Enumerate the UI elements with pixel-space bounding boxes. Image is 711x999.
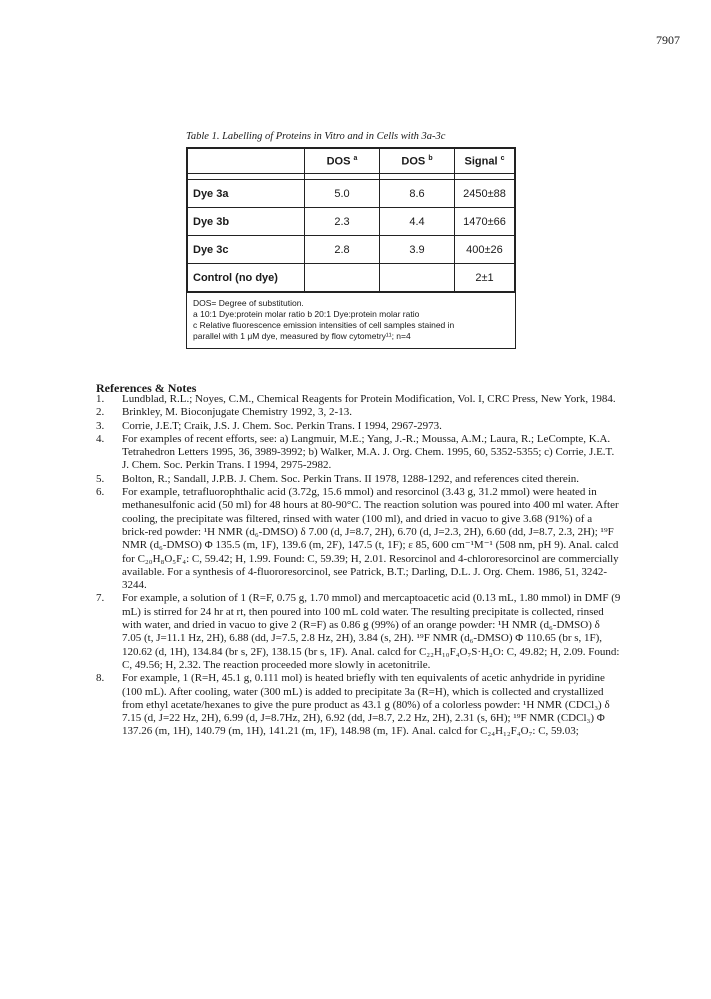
- reference-item: [96, 672, 621, 738]
- table-note: parallel with 1 μM dye, measured by flow cytometry¹¹; n=4: [193, 331, 411, 341]
- table-row: [188, 208, 515, 236]
- reference-text: For example, a solution of 1 (R=F, 0.75 g, 1.70 mmol) and mercaptoacetic acid (0.13 mL, 1.80 mmol) in DMF (9 mL) is stirred for 24 hr at rt, then poured into 100 mL cold water. The resulting precipitate is collected, rinsed with water, and dried in vacuo to give 2 (R=F) as 0.86 g (99%) of an orange powder: ¹H NMR (d₆-DMSO) δ 7.05 (t, J=11.1 Hz, 2H), 6.88 (dd, J=7.5, 2.8 Hz, 2H), 3.84 (s, 2H). ¹⁹F NMR (d₆-DMSO) Φ 110.65 (br s, 1F), 120.62 (d, 1H), 134.84 (br s, 2F), 138.15 (br s, 1F). Anal. calcd for C₂₂H₁₀F₄O₇S·H₂O: C, 49.82; H, 2.09. Found: C, 49.56; H, 2.32. The reaction proceeded more slowly in acetonitrile.: [122, 592, 621, 671]
- reference-item: [96, 420, 621, 433]
- table-caption: Table 1. Labelling of Proteins in Vitro and in Cells with 3a-3c: [186, 131, 446, 142]
- references-heading: References & Notes: [96, 381, 197, 395]
- reference-number: 2.: [96, 406, 105, 419]
- table-note: c Relative fluorescence emission intensities of cell samples stained in: [193, 320, 455, 330]
- table-notes: [187, 292, 515, 348]
- reference-text: Brinkley, M. Bioconjugate Chemistry 1992, 3, 2-13.: [122, 406, 352, 419]
- table-cell: 4.4: [380, 208, 455, 236]
- table-cell: 400±26: [455, 236, 515, 264]
- reference-number: 3.: [96, 419, 105, 432]
- table-header-row: [188, 149, 515, 174]
- footnote-mark: a: [353, 154, 358, 162]
- header-cell: DOS $^a$: [305, 149, 380, 174]
- reference-item: [96, 592, 621, 672]
- table-note: DOS= Degree of substitution.: [193, 298, 304, 308]
- table-cell: 3.9: [380, 236, 455, 264]
- reference-text: Bolton, R.; Sandall, J.P.B. J. Chem. Soc. Perkin Trans. II 1978, 1288-1292, and references cited therein.: [122, 472, 580, 485]
- table-note: a 10:1 Dye:protein molar ratio b 20:1 Dye:protein molar ratio: [193, 309, 420, 319]
- reference-number: 4.: [96, 432, 105, 445]
- reference-item: [96, 393, 621, 406]
- reference-text: For examples of recent efforts, see: a) Langmuir, M.E.; Yang, J.-R.; Moussa, A.M.; Laura, R.; LeCompte, K.A. Tetrahedron Letters 1995, 36, 3989-3992; b) Walker, M.A. J. Org. Chem. 1995, 60, 5352-5355; c) Corrie, J.E.T. J. Chem. Soc. Perkin Trans. I 1994, 2975-2982.: [122, 432, 615, 472]
- data-table: [187, 148, 515, 292]
- references-list: [96, 393, 621, 739]
- table-cell: [305, 264, 380, 292]
- reference-number: 7.: [96, 592, 105, 605]
- table-cell: Dye 3a: [188, 180, 305, 208]
- table-cell: Dye 3b: [188, 208, 305, 236]
- table-box: [186, 147, 516, 349]
- footnote-mark: c: [500, 154, 505, 162]
- table-cell: [380, 264, 455, 292]
- table-cell: 5.0: [305, 180, 380, 208]
- table-row: [188, 264, 515, 292]
- page-number: 7907: [656, 33, 680, 47]
- reference-text: Corrie, J.E.T; Craik, J.S. J. Chem. Soc. Perkin Trans. I 1994, 2967-2973.: [122, 419, 442, 432]
- header-cell: [188, 149, 305, 174]
- reference-text: For example, tetrafluorophthalic acid (3.72g, 15.6 mmol) and resorcinol (3.43 g, 31.2 mmol) were heated in methanesulfonic acid (50 ml) for 48 hours at 80-90°C. The reaction solution was poured into 400 ml water. After cooling, the precipitate was filtered, rinsed with water (100 ml), and dried in vacuo to give 3.68 (91%) of a brick-red powder: ¹H NMR (d₆-DMSO) δ 7.00 (d, J=8.7, 2H), 6.70 (d, J=2.3, 2H), 6.60 (dd, J=8.7, 2.3, 2H); ¹⁹F NMR (d₆-DMSO) Φ 135.5 (m, 1F), 139.6 (m, 2F), 147.5 (t, 1F); ε 85, 600 cm⁻¹M⁻¹ (508 nm, pH 9). Anal. calcd for C₂₀H₈O₅F₄: C, 59.42; H, 1.99. Found: C, 59.39; H, 2.01. Resorcinol and 4-chlororesorcinol are commercially available. For a synthesis of 4-fluororesorcinol, see Patrick, B.T.; Darling, D.L. J. Org. Chem. 1986, 51, 3242-3244.: [122, 486, 619, 592]
- table-cell: Dye 3c: [188, 236, 305, 264]
- table-row: [188, 180, 515, 208]
- table-cell: 8.6: [380, 180, 455, 208]
- table-cell: 2.3: [305, 208, 380, 236]
- table-cell: Control (no dye): [188, 264, 305, 292]
- table-row: [188, 236, 515, 264]
- reference-item: [96, 486, 621, 592]
- reference-number: 8.: [96, 672, 105, 685]
- header-cell: DOS $^b$: [380, 149, 455, 174]
- header-cell: Signal $^c$: [455, 149, 515, 174]
- reference-number: 1.: [96, 393, 105, 405]
- reference-item: [96, 433, 621, 473]
- table-cell: 1470±66: [455, 208, 515, 236]
- reference-item: [96, 473, 621, 486]
- reference-text: Lundblad, R.L.; Noyes, C.M., Chemical Reagents for Protein Modification, Vol. I, CRC Press, New York, 1984.: [122, 393, 616, 405]
- table-cell: 2±1: [455, 264, 515, 292]
- table-cell: 2.8: [305, 236, 380, 264]
- footnote-mark: b: [428, 154, 433, 162]
- table-cell: 2450±88: [455, 180, 515, 208]
- reference-text: For example, 1 (R=H, 45.1 g, 0.111 mol) is heated briefly with ten equivalents of acetic anhydride in pyridine (100 mL). After cooling, water (300 mL) is added to precipitate 3a (R=H), which is collected and crystallized from ethyl acetate/hexanes to give the pure product as 43.1 g (80%) of a colorless powder: ¹H NMR (CDCl₃) δ 7.15 (d, J=22 Hz, 2H), 6.99 (d, J=8.7Hz, 2H), 6.92 (dd, J=8.7, 2.2 Hz, 2H), 2.31 (s, 6H); ¹⁹F NMR (CDCl₃) Φ 137.26 (m, 1H), 140.79 (m, 1H), 141.21 (m, 1F), 148.98 (m, 1F). Anal. calcd for C₂₄H₁₂F₄O₇: C, 59.03;: [122, 672, 610, 738]
- reference-item: [96, 406, 621, 419]
- reference-number: 6.: [96, 486, 105, 499]
- reference-number: 5.: [96, 472, 105, 485]
